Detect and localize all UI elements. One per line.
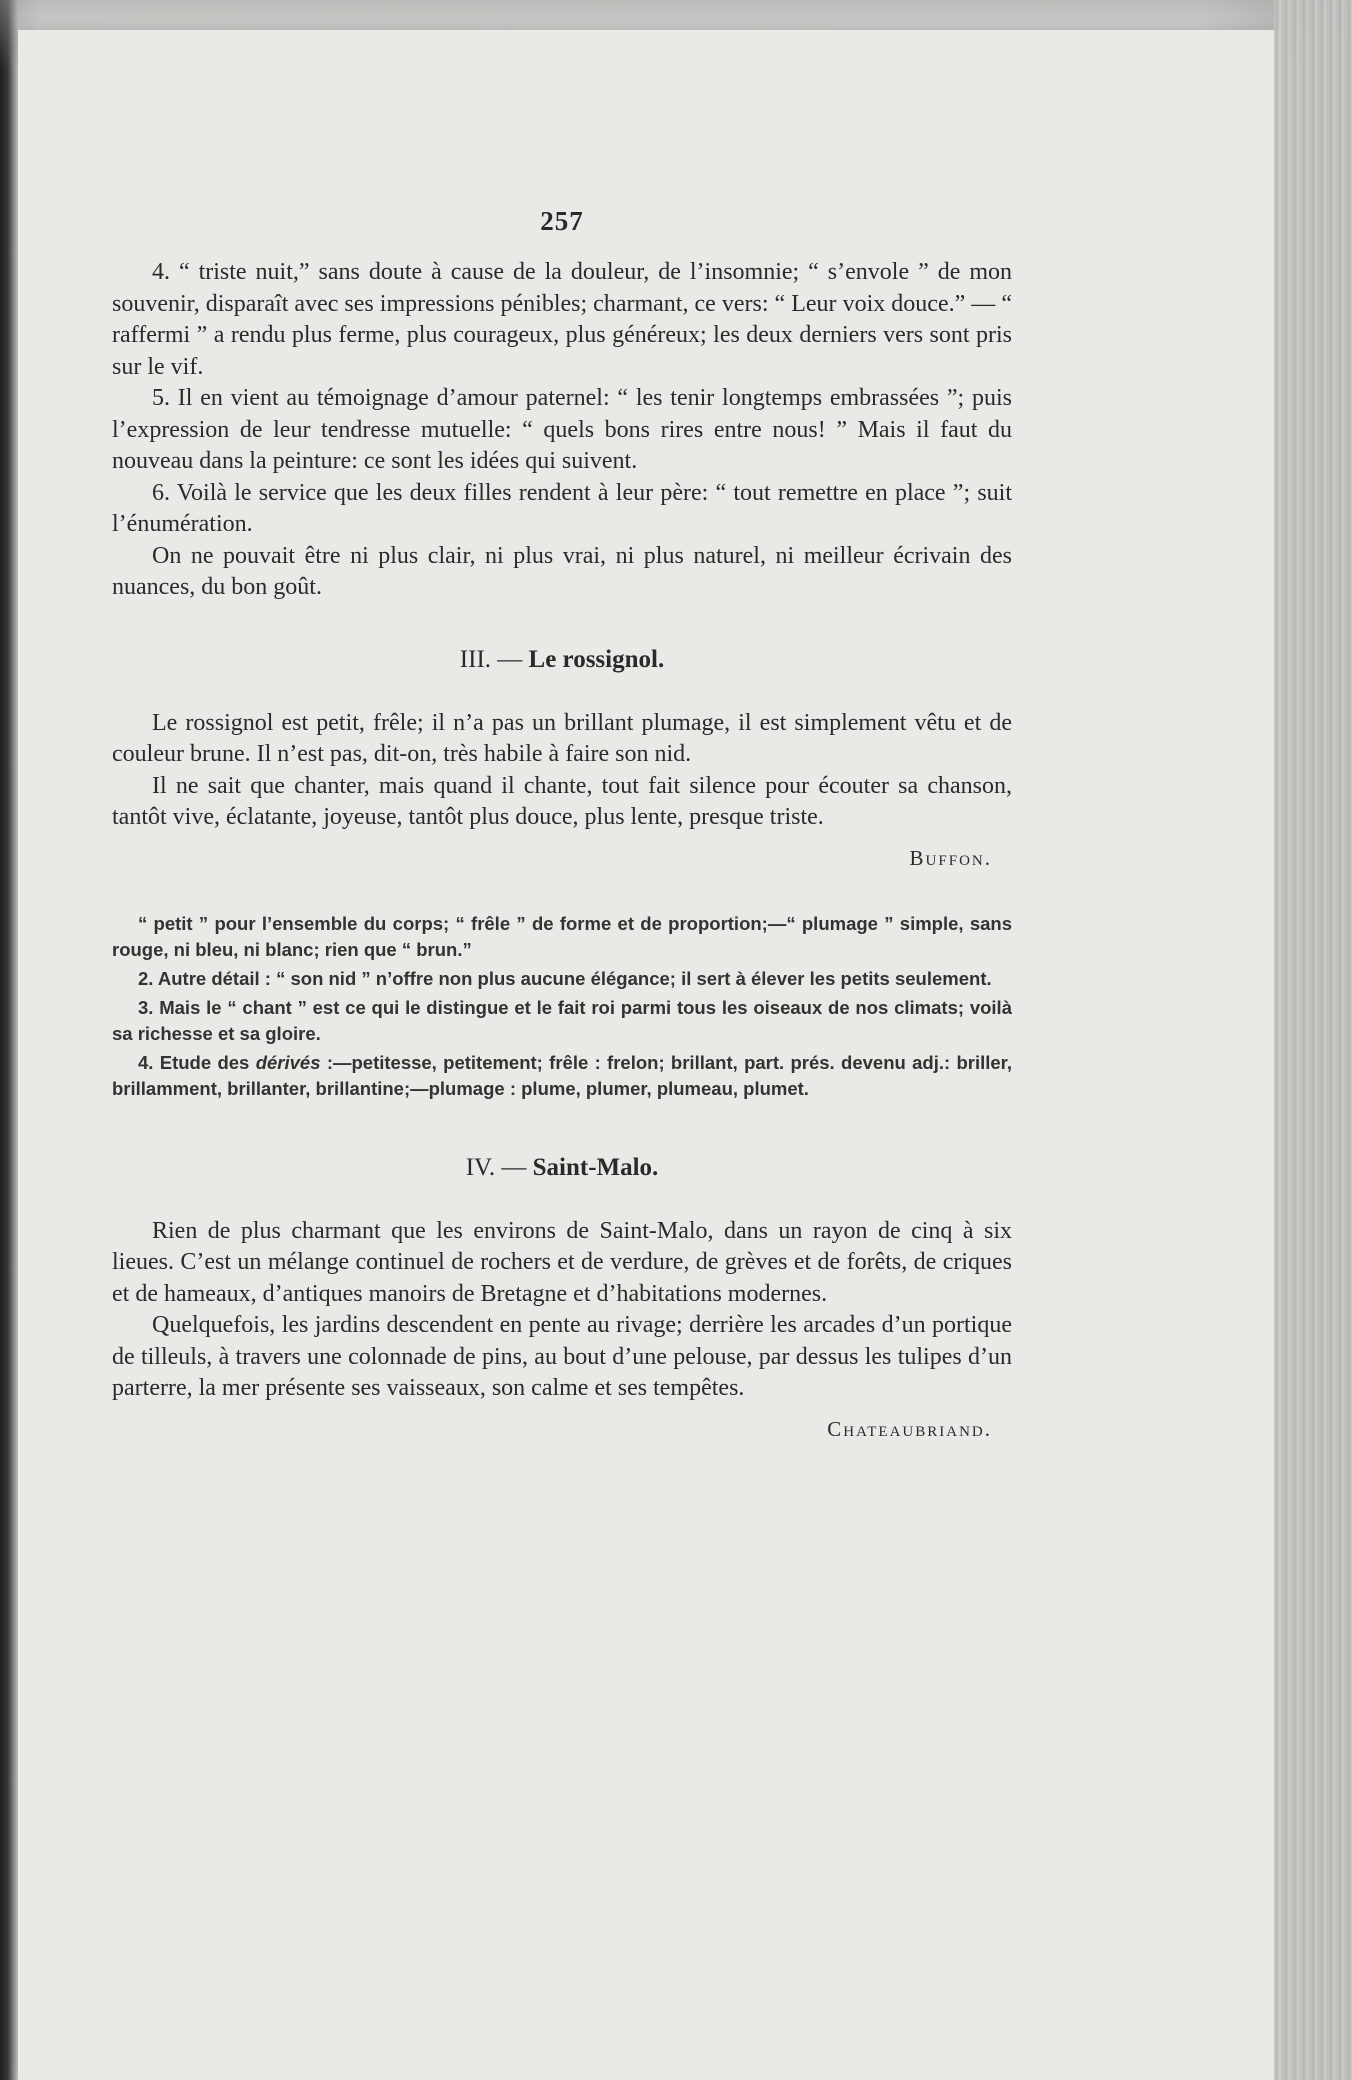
book-edge (1274, 0, 1352, 2080)
text-paragraph: Il ne sait que chanter, mais quand il chante, tout fait silence pour écouter sa chanson, tantôt vive, éclatante, joyeuse, tantôt plus douce, plus lente, presque triste. (112, 772, 1012, 830)
section-title: Saint-Malo. (532, 1153, 659, 1181)
section-heading-saint-malo (112, 1154, 1012, 1182)
note-4-rest: :—petitesse, petitement; frêle : frelon; brillant, part. prés. devenu adj.: briller, brillamment, brillanter, brillantine;—plumage : plume, plumer, plumeau, plumet. (112, 1051, 1013, 1099)
commentary-conclusion: On ne pouvait être ni plus clair, ni plus vrai, ni plus naturel, ni meilleur écrivain des nuances, du bon goût. (112, 542, 1012, 600)
note-3: 3. Mais le “ chant ” est ce qui le distingue et le fait roi parmi tous les oiseaux de nos climats; voilà sa richesse et sa gloire. (112, 996, 1012, 1044)
note-4-italic: dérivés (255, 1051, 321, 1073)
section-numeral: III. — (459, 645, 523, 673)
note-2: 2. Autre détail : “ son nid ” n’offre non plus aucune élégance; il sert à élever les petits seulement. (138, 967, 992, 989)
author-signature: Chateaubriand. (827, 1416, 992, 1441)
notes-block (112, 911, 1012, 1102)
commentary-paragraph-6: 6. Voilà le service que les deux filles rendent à leur père: “ tout remettre en place ”; suit l’énumération. (112, 479, 1012, 537)
text-paragraph: Quelquefois, les jardins descendent en pente au rivage; derrière les arcades d’un portique de tilleuls, à travers une colonnade de pins, au bout d’une pelouse, par dessus les tulipes d’un parterre, la mer présente ses vaisseaux, son calme et ses tempêtes. (112, 1312, 1012, 1401)
text-paragraph: Rien de plus charmant que les environs de Saint-Malo, dans un rayon de cinq à six lieues. C’est un mélange continuel de rochers et de verdure, de grèves et de forêts, de criques et de hameaux, d’antiques manoirs de Bretagne et d’habitations modernes. (112, 1217, 1012, 1307)
section-heading-rossignol (112, 646, 1012, 674)
note-4 (112, 1050, 1012, 1102)
commentary-paragraph-5: 5. Il en vient au témoignage d’amour paternel: “ les tenir longtemps embrassées ”; puis l’expression de leur tendresse mutuelle: “ quels bons rires entre nous! ” Mais il faut du nouveau dans la peinture: ce sont les idées qui suivent. (112, 385, 1012, 474)
note-4-lead: 4. Etude des (138, 1051, 250, 1073)
section-numeral: IV. — (465, 1153, 527, 1181)
section-title: Le rossignol. (528, 645, 665, 673)
commentary-paragraph-4: 4. “ triste nuit,” sans doute à cause de la douleur, de l’insomnie; “ s’envole ” de mon souvenir, disparaît avec ses impressions pénibles; charmant, ce vers: “ Leur voix douce.” — “ raffermi ” a rendu plus ferme, plus courageux, plus généreux; les deux derniers vers sont pris sur le vif. (112, 259, 1012, 380)
author-signature: Buffon. (909, 845, 992, 870)
page-content (112, 206, 1012, 1442)
page-number: 257 (540, 206, 584, 236)
text-paragraph: Le rossignol est petit, frêle; il n’a pas un brillant plumage, il est simplement vêtu et de couleur brune. Il n’est pas, dit-on, très habile à faire son nid. (112, 709, 1012, 767)
note-1: “ petit ” pour l’ensemble du corps; “ frêle ” de forme et de proportion;—“ plumage ” simple, sans rouge, ni bleu, ni blanc; rien que “ brun.” (112, 912, 1012, 960)
